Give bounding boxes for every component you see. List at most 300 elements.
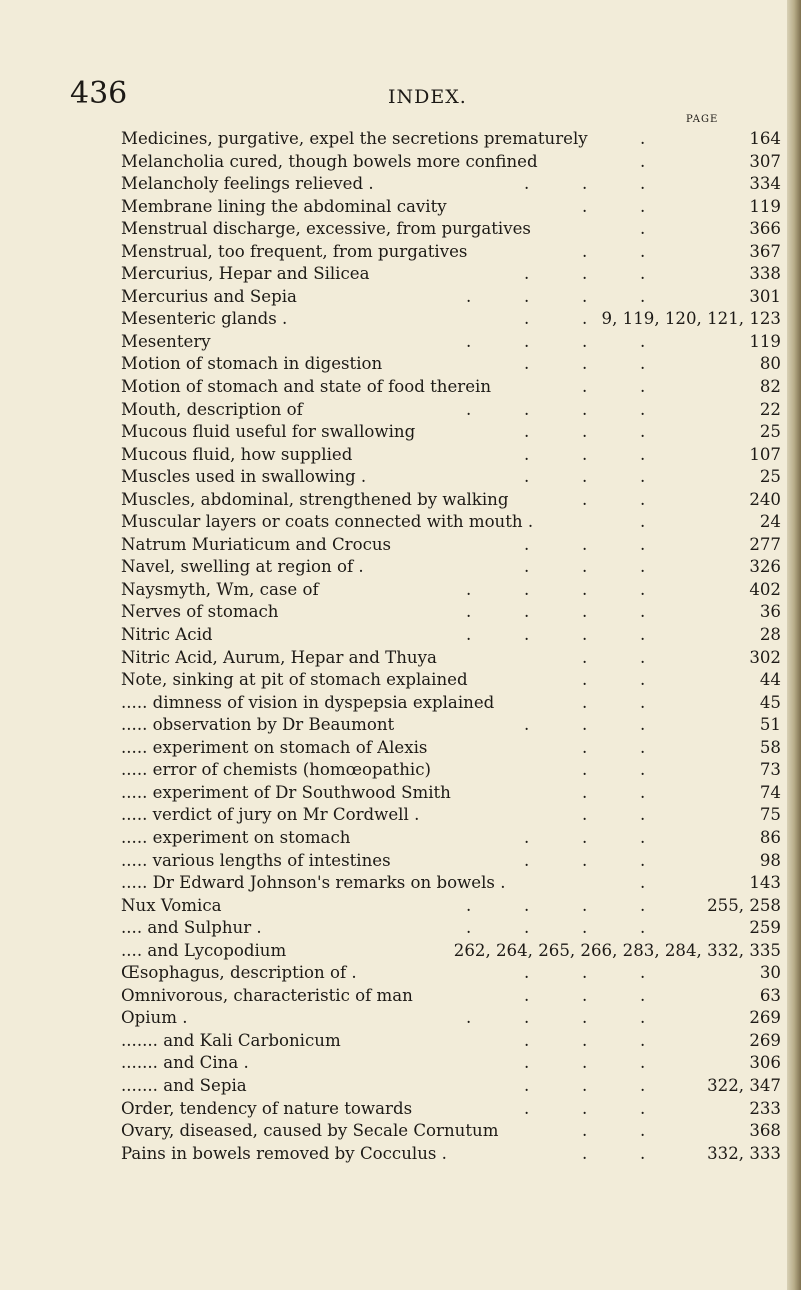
leader-dots: [121, 647, 646, 670]
leader-dot: .: [524, 895, 530, 915]
leader-dot: .: [582, 444, 588, 464]
index-entry: [121, 647, 781, 670]
leader-dots: [121, 556, 646, 579]
entry-pages: 332, 333: [707, 1143, 781, 1163]
entry-pages: 277: [749, 534, 781, 554]
leader-dots: [121, 466, 646, 489]
leader-dot: .: [582, 895, 588, 915]
index-entry: [121, 308, 781, 331]
entry-label: Muscles, abdominal, strengthened by walking: [121, 489, 509, 509]
leader-dot: .: [466, 918, 472, 938]
leader-dots: [121, 331, 646, 354]
leader-dot: .: [582, 579, 588, 599]
leader-dots: [121, 376, 646, 399]
leader-dot: .: [640, 579, 646, 599]
entry-pages: 80: [759, 354, 781, 374]
leader-dot: .: [524, 579, 530, 599]
leader-dot: .: [640, 399, 646, 419]
entry-label: Opium .: [121, 1008, 188, 1028]
entry-label: Omnivorous, characteristic of man: [121, 985, 413, 1005]
leader-dot: .: [524, 264, 530, 284]
entry-pages: 402: [749, 579, 781, 599]
index-entry: [121, 151, 781, 174]
leader-dots: [121, 579, 646, 602]
index-entry: [121, 714, 781, 737]
entry-pages: 51: [759, 715, 781, 735]
leader-dot: .: [524, 557, 530, 577]
entry-label: ..... dimness of vision in dyspepsia explained: [121, 692, 495, 712]
leader-dots: [121, 1098, 646, 1121]
leader-dot: .: [640, 692, 646, 712]
leader-dot: .: [582, 782, 588, 802]
entry-pages: 9, 119, 120, 121, 123: [601, 309, 781, 329]
entry-label: Naysmyth, Wm, case of: [121, 579, 319, 599]
index-entry: [121, 737, 781, 760]
leader-dot: .: [582, 241, 588, 261]
index-entry: [121, 1098, 781, 1121]
entry-pages: 74: [759, 782, 781, 802]
leader-dot: .: [640, 850, 646, 870]
entry-label: Membrane lining the abdominal cavity: [121, 196, 447, 216]
index-entry: [121, 692, 781, 715]
leader-dot: .: [640, 241, 646, 261]
entry-pages: 367: [749, 241, 781, 261]
entry-label: Mucous fluid, how supplied: [121, 444, 353, 464]
leader-dots: [121, 399, 646, 422]
entry-pages: 58: [759, 737, 781, 757]
entry-label: ..... Dr Edward Johnson's remarks on bowels .: [121, 873, 506, 893]
leader-dot: .: [640, 286, 646, 306]
index-entry: [121, 1120, 781, 1143]
index-entry: [121, 827, 781, 850]
index-entry: [121, 241, 781, 264]
page-number: 436: [70, 76, 128, 111]
entry-pages: 44: [759, 670, 781, 690]
entry-pages: 338: [749, 264, 781, 284]
entry-pages: 269: [749, 1030, 781, 1050]
leader-dot: .: [582, 670, 588, 690]
leader-dots: [121, 1052, 646, 1075]
leader-dot: .: [582, 918, 588, 938]
leader-dot: .: [640, 422, 646, 442]
leader-dot: .: [524, 286, 530, 306]
leader-dot: .: [582, 805, 588, 825]
leader-dot: .: [582, 1075, 588, 1095]
entry-label: Muscular layers or coats connected with mouth .: [121, 512, 534, 532]
index-entries: [121, 128, 781, 1165]
leader-dot: .: [466, 1008, 472, 1028]
leader-dots: [121, 241, 646, 264]
leader-dot: .: [582, 489, 588, 509]
entry-pages: 164: [749, 129, 781, 148]
entry-pages: 98: [759, 850, 781, 870]
leader-dot: .: [524, 625, 530, 645]
leader-dot: .: [640, 264, 646, 284]
entry-label: Mucous fluid useful for swallowing: [121, 422, 416, 442]
leader-dot: .: [582, 174, 588, 194]
leader-dot: .: [582, 264, 588, 284]
leader-dots: [121, 601, 646, 624]
leader-dot: .: [582, 467, 588, 487]
leader-dot: .: [524, 602, 530, 622]
entry-pages: 322, 347: [707, 1075, 781, 1095]
leader-dot: .: [524, 1098, 530, 1118]
leader-dot: .: [582, 827, 588, 847]
leader-dot: .: [466, 286, 472, 306]
leader-dot: .: [640, 1008, 646, 1028]
leader-dots: [121, 985, 646, 1008]
leader-dots: [121, 353, 646, 376]
entry-label: Mesenteric glands .: [121, 309, 288, 329]
leader-dot: .: [524, 1075, 530, 1095]
index-entry: [121, 399, 781, 422]
leader-dots: [121, 489, 646, 512]
leader-dot: .: [640, 129, 646, 148]
leader-dots: [121, 128, 646, 151]
entry-pages: 368: [749, 1121, 781, 1141]
index-entry: [121, 218, 781, 241]
index-entry: [121, 421, 781, 444]
entry-label: Ovary, diseased, caused by Secale Cornutum: [121, 1121, 499, 1141]
leader-dot: .: [640, 1053, 646, 1073]
index-entry: [121, 331, 781, 354]
page-column-heading: PAGE: [686, 114, 719, 125]
leader-dot: .: [640, 557, 646, 577]
leader-dots: [121, 917, 646, 940]
entry-pages: 22: [759, 399, 781, 419]
leader-dot: .: [640, 467, 646, 487]
entry-pages: 63: [759, 985, 781, 1005]
entry-label: ....... and Kali Carbonicum: [121, 1030, 341, 1050]
entry-pages: 75: [759, 805, 781, 825]
index-entry: [121, 1030, 781, 1053]
leader-dot: .: [466, 625, 472, 645]
leader-dot: .: [524, 1053, 530, 1073]
entry-label: Œsophagus, description of .: [121, 963, 357, 983]
leader-dots: [121, 308, 641, 331]
entry-pages: 366: [749, 219, 781, 239]
leader-dots: [121, 1007, 646, 1030]
entry-label: Medicines, purgative, expel the secretions prematurely: [121, 129, 588, 148]
entry-pages: 25: [759, 422, 781, 442]
leader-dot: .: [640, 444, 646, 464]
leader-dots: [121, 196, 646, 219]
entry-pages: 307: [749, 151, 781, 171]
entry-label: ..... verdict of jury on Mr Cordwell .: [121, 805, 420, 825]
leader-dot: .: [582, 715, 588, 735]
leader-dot: .: [524, 715, 530, 735]
entry-label: Mesentery: [121, 331, 211, 351]
index-entry: [121, 489, 781, 512]
leader-dot: .: [466, 331, 472, 351]
index-entry: [121, 759, 781, 782]
index-entry: [121, 895, 781, 918]
entry-pages: 240: [749, 489, 781, 509]
leader-dots: [121, 669, 646, 692]
leader-dot: .: [466, 602, 472, 622]
leader-dot: .: [640, 1030, 646, 1050]
leader-dot: .: [582, 196, 588, 216]
leader-dot: .: [582, 1053, 588, 1073]
leader-dot: .: [582, 602, 588, 622]
leader-dot: .: [640, 602, 646, 622]
leader-dots: [121, 286, 646, 309]
entry-label: ....... and Sepia: [121, 1075, 247, 1095]
index-entry: [121, 804, 781, 827]
leader-dots: [121, 1120, 646, 1143]
leader-dots: [121, 151, 646, 174]
leader-dot: .: [640, 805, 646, 825]
entry-pages: 334: [749, 174, 781, 194]
leader-dot: .: [582, 737, 588, 757]
leader-dots: [121, 759, 646, 782]
leader-dots: [121, 692, 646, 715]
entry-label: ..... various lengths of intestines: [121, 850, 391, 870]
leader-dot: .: [640, 1121, 646, 1141]
index-entry: [121, 173, 781, 196]
leader-dots: [121, 444, 646, 467]
entry-label: ..... experiment of Dr Southwood Smith: [121, 782, 451, 802]
entry-label: Muscles used in swallowing .: [121, 467, 367, 487]
entry-pages: 82: [759, 377, 781, 397]
leader-dot: .: [582, 760, 588, 780]
leader-dot: .: [640, 985, 646, 1005]
leader-dot: .: [524, 309, 530, 329]
leader-dot: .: [582, 377, 588, 397]
leader-dot: .: [582, 1098, 588, 1118]
leader-dots: [121, 421, 646, 444]
entry-pages: 326: [749, 557, 781, 577]
entry-pages: 255, 258: [707, 895, 781, 915]
index-entry: [121, 534, 781, 557]
leader-dot: .: [524, 1030, 530, 1050]
entry-pages: 36: [759, 602, 781, 622]
entry-pages: 302: [749, 647, 781, 667]
leader-dot: .: [582, 534, 588, 554]
leader-dots: [121, 534, 646, 557]
index-entry: [121, 466, 781, 489]
entry-pages: 259: [749, 918, 781, 938]
entry-pages: 24: [759, 512, 781, 532]
entry-pages: 28: [759, 625, 781, 645]
leader-dot: .: [582, 557, 588, 577]
leader-dot: .: [640, 1098, 646, 1118]
leader-dot: .: [582, 399, 588, 419]
leader-dot: .: [524, 963, 530, 983]
leader-dots: [121, 714, 646, 737]
leader-dot: .: [582, 850, 588, 870]
leader-dot: .: [640, 174, 646, 194]
leader-dot: .: [524, 422, 530, 442]
entry-label: Menstrual discharge, excessive, from purgatives: [121, 219, 531, 239]
leader-dots: [121, 1075, 646, 1098]
index-entry: [121, 263, 781, 286]
leader-dot: .: [524, 850, 530, 870]
leader-dot: .: [524, 467, 530, 487]
entry-label: Pains in bowels removed by Cocculus .: [121, 1143, 447, 1163]
leader-dot: .: [582, 647, 588, 667]
leader-dots: [121, 1143, 646, 1166]
index-entry: [121, 624, 781, 647]
entry-pages: 86: [759, 827, 781, 847]
index-entry: [121, 962, 781, 985]
leader-dot: .: [524, 534, 530, 554]
entry-pages: 30: [759, 963, 781, 983]
leader-dot: .: [582, 309, 588, 329]
leader-dot: .: [524, 1008, 530, 1028]
leader-dot: .: [582, 354, 588, 374]
leader-dot: .: [640, 737, 646, 757]
entry-label: Mercurius and Sepia: [121, 286, 297, 306]
entry-label: ..... experiment on stomach: [121, 827, 351, 847]
entry-label: Melancholy feelings relieved .: [121, 174, 374, 194]
leader-dot: .: [640, 782, 646, 802]
entry-label: Mercurius, Hepar and Silicea: [121, 264, 370, 284]
index-entry: [121, 782, 781, 805]
leader-dot: .: [640, 196, 646, 216]
entry-pages: 269: [749, 1008, 781, 1028]
entry-pages: 143: [749, 873, 781, 893]
index-entry: [121, 850, 781, 873]
entry-pages: 233: [749, 1098, 781, 1118]
index-entry: [121, 444, 781, 467]
index-entry: [121, 1143, 781, 1166]
leader-dot: .: [582, 625, 588, 645]
leader-dots: [121, 872, 646, 895]
index-entry: [121, 872, 781, 895]
leader-dot: .: [640, 760, 646, 780]
entry-label: ..... observation by Dr Beaumont: [121, 715, 395, 735]
leader-dots: [121, 804, 646, 827]
leader-dots: [121, 173, 646, 196]
index-entry: [121, 985, 781, 1008]
entry-label: Menstrual, too frequent, from purgatives: [121, 241, 468, 261]
entry-label: Nerves of stomach: [121, 602, 279, 622]
entry-pages: 107: [749, 444, 781, 464]
leader-dot: .: [524, 354, 530, 374]
leader-dot: .: [640, 963, 646, 983]
entry-label: Note, sinking at pit of stomach explained: [121, 670, 468, 690]
entry-label: Melancholia cured, though bowels more confined: [121, 151, 538, 171]
leader-dot: .: [640, 873, 646, 893]
leader-dot: .: [640, 670, 646, 690]
leader-dot: .: [640, 354, 646, 374]
leader-dots: [121, 962, 646, 985]
entry-label: ....... and Cina .: [121, 1053, 249, 1073]
leader-dot: .: [640, 512, 646, 532]
leader-dot: .: [524, 827, 530, 847]
leader-dots: [121, 511, 646, 534]
index-entry: [121, 917, 781, 940]
entry-label: .... and Sulphur .: [121, 918, 262, 938]
leader-dot: .: [640, 1143, 646, 1163]
entry-pages: 306: [749, 1053, 781, 1073]
leader-dot: .: [640, 1075, 646, 1095]
leader-dot: .: [582, 1008, 588, 1028]
entry-pages: 25: [759, 467, 781, 487]
leader-dot: .: [582, 963, 588, 983]
entry-label: Motion of stomach in digestion: [121, 354, 383, 374]
leader-dot: .: [640, 647, 646, 667]
leader-dot: .: [640, 534, 646, 554]
leader-dot: .: [582, 331, 588, 351]
entry-label: Nitric Acid, Aurum, Hepar and Thuya: [121, 647, 437, 667]
index-entry: [121, 286, 781, 309]
entry-label: ..... error of chemists (homœopathic): [121, 760, 431, 780]
index-entry: [121, 579, 781, 602]
leader-dot: .: [524, 985, 530, 1005]
leader-dots: [121, 895, 646, 918]
entry-label: Navel, swelling at region of .: [121, 557, 364, 577]
leader-dot: .: [466, 895, 472, 915]
entry-label: Natrum Muriaticum and Crocus: [121, 534, 392, 554]
leader-dot: .: [582, 1030, 588, 1050]
entry-pages: 119: [749, 331, 781, 351]
leader-dot: .: [524, 331, 530, 351]
leader-dot: .: [582, 1143, 588, 1163]
entry-pages: 73: [759, 760, 781, 780]
leader-dot: .: [524, 399, 530, 419]
leader-dot: .: [640, 827, 646, 847]
leader-dots: [121, 263, 646, 286]
leader-dot: .: [524, 444, 530, 464]
page-edge: [787, 0, 801, 1290]
entry-pages: 262, 264, 265, 266, 283, 284, 332, 335: [453, 940, 781, 960]
leader-dot: .: [640, 625, 646, 645]
leader-dots: [121, 624, 646, 647]
leader-dot: .: [582, 422, 588, 442]
leader-dot: .: [582, 1121, 588, 1141]
entry-label: Nitric Acid: [121, 625, 213, 645]
leader-dot: .: [466, 399, 472, 419]
leader-dot: .: [640, 219, 646, 239]
leader-dot: .: [640, 895, 646, 915]
entry-label: ..... experiment on stomach of Alexis: [121, 737, 428, 757]
leader-dot: .: [466, 579, 472, 599]
running-head: INDEX.: [388, 86, 467, 108]
entry-label: Mouth, description of: [121, 399, 303, 419]
leader-dots: [121, 218, 646, 241]
index-entry: [121, 601, 781, 624]
leader-dot: .: [640, 489, 646, 509]
entry-label: .... and Lycopodium: [121, 940, 287, 960]
leader-dot: .: [640, 151, 646, 171]
leader-dots: [121, 850, 646, 873]
leader-dot: .: [640, 377, 646, 397]
leader-dots: [121, 782, 646, 805]
leader-dots: [121, 737, 646, 760]
index-entry: [121, 376, 781, 399]
index-entry: [121, 1075, 781, 1098]
leader-dot: .: [524, 918, 530, 938]
leader-dot: .: [582, 286, 588, 306]
index-entry: [121, 556, 781, 579]
index-entry: [121, 1052, 781, 1075]
leader-dot: .: [582, 692, 588, 712]
leader-dots: [121, 1030, 646, 1053]
entry-label: Nux Vomica: [121, 895, 222, 915]
leader-dot: .: [640, 331, 646, 351]
index-entry: [121, 1007, 781, 1030]
index-entry: [121, 940, 781, 963]
leader-dots: [121, 827, 646, 850]
entry-label: Motion of stomach and state of food therein: [121, 377, 492, 397]
leader-dot: .: [524, 174, 530, 194]
index-entry: [121, 128, 781, 151]
index-entry: [121, 669, 781, 692]
index-entry: [121, 353, 781, 376]
leader-dot: .: [640, 918, 646, 938]
